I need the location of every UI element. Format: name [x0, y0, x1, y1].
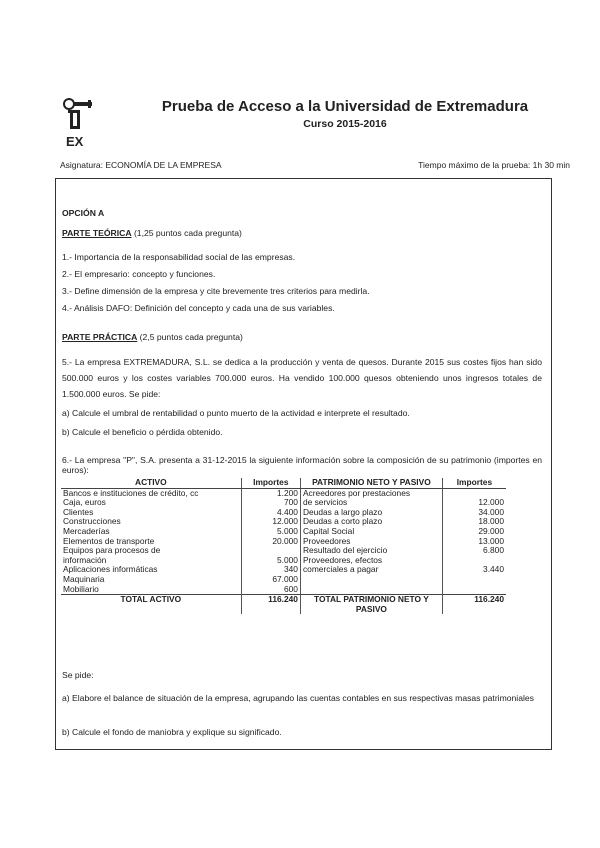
total-pn-value: 116.240 — [442, 595, 506, 615]
cell-activo: Caja, euros — [63, 497, 106, 508]
cell-activo: Maquinaria — [63, 573, 105, 584]
cell-activo: información — [63, 554, 107, 565]
cell-pasivo: Acreedores por prestaciones — [300, 488, 442, 498]
cell-activo-importe: 600 — [241, 585, 300, 595]
question-3: 3.- Define dimensión de la empresa y cite brevemente tres criterios para medirla. — [62, 286, 370, 296]
cell-activo-importe: 5.000 — [241, 527, 300, 537]
svg-text:EX: EX — [66, 134, 84, 149]
cell-pasivo — [300, 575, 442, 585]
question-4: 4.- Análisis DAFO: Definición del concepto y cada una de sus variables. — [62, 303, 335, 313]
question-5a: a) Calcule el umbral de rentabilidad o punto muerto de la actividad e interprete el resultado. — [62, 408, 410, 418]
cell-activo-importe: 5.000 — [241, 556, 300, 566]
cell-activo: Mercaderías — [63, 525, 110, 536]
total-activo-label: TOTAL ACTIVO — [61, 595, 241, 615]
cell-pasivo-importe — [442, 585, 506, 595]
question-6b: b) Calcule el fondo de maniobra y explique su significado. — [62, 727, 282, 737]
cell-pasivo-importe: 29.000 — [442, 527, 506, 537]
cell-activo-importe: 340 — [241, 565, 300, 575]
question-6a: a) Elabore el balance de situación de la empresa, agrupando las cuentas contables en sus respectivas masas patrimoniales — [62, 693, 534, 703]
question-5b: b) Calcule el beneficio o pérdida obtenido. — [62, 427, 223, 437]
cell-pasivo-importe: 12.000 — [442, 498, 506, 508]
header-activo: ACTIVO — [61, 478, 241, 488]
subject-label: Asignatura: ECONOMÍA DE LA EMPRESA — [60, 160, 222, 170]
cell-pasivo-importe: 3.440 — [442, 565, 506, 575]
cell-activo: Clientes — [63, 506, 94, 517]
cell-activo: Construcciones — [63, 516, 121, 527]
cell-pasivo: Deudas a corto plazo — [300, 517, 442, 527]
cell-pasivo-importe: 6.800 — [442, 546, 506, 556]
header-importes-2: Importes — [442, 478, 506, 488]
balance-table — [61, 478, 506, 614]
cell-pasivo: Proveedores, efectos — [300, 556, 442, 566]
cell-pasivo-importe: 34.000 — [442, 508, 506, 518]
cell-pasivo: de servicios — [300, 498, 442, 508]
total-pn-label: TOTAL PATRIMONIO NETO Y PASIVO — [300, 595, 442, 615]
cell-pasivo: Proveedores — [300, 537, 442, 547]
header-pn: PATRIMONIO NETO Y PASIVO — [300, 478, 442, 488]
question-6-ask: Se pide: — [62, 670, 94, 680]
table-header-row — [61, 478, 506, 488]
cell-activo: Equipos para procesos de — [63, 545, 161, 556]
cell-pasivo: Deudas a largo plazo — [300, 508, 442, 518]
time-label: Tiempo máximo de la prueba: 1h 30 min — [418, 160, 570, 170]
cell-pasivo: comerciales a pagar — [300, 565, 442, 575]
question-1: 1.- Importancia de la responsabilidad social de las empresas. — [62, 252, 296, 262]
cell-activo-importe: 1.200 — [241, 488, 300, 498]
cell-pasivo-importe — [442, 575, 506, 585]
cell-pasivo — [300, 585, 442, 595]
theory-heading — [62, 228, 242, 239]
cell-activo: Aplicaciones informáticas — [63, 564, 158, 575]
cell-pasivo-importe: 18.000 — [442, 517, 506, 527]
cell-pasivo: Capital Social — [300, 527, 442, 537]
cell-activo-importe: 20.000 — [241, 537, 300, 547]
cell-activo: Bancos e instituciones de crédito, cc — [63, 487, 199, 498]
question-2: 2.- El empresario: concepto y funciones. — [62, 269, 216, 279]
cell-pasivo-importe: 13.000 — [442, 537, 506, 547]
theory-points: (1,25 puntos cada pregunta) — [133, 228, 242, 238]
cell-activo-importe: 12.000 — [241, 517, 300, 527]
cell-activo: Mobiliario — [63, 583, 99, 594]
practice-title: PARTE PRÁCTICA — [62, 332, 138, 342]
cell-activo-importe: 4.400 — [241, 508, 300, 518]
table-row — [61, 585, 506, 595]
question-5: 5.- La empresa EXTREMADURA, S.L. se dedica a la producción y venta de quesos. Durante 2015 sus costes fijos han sido 500.000 euros y los costes variables 700.000 euros. Ha vendido 100.000 quesos obteniendo unos ingresos totales de 1.500.000 euros. Se pide: — [62, 357, 542, 399]
cell-pasivo: Resultado del ejercicio — [300, 546, 442, 556]
practice-heading — [62, 332, 243, 343]
cell-activo-importe: 67.000 — [241, 575, 300, 585]
totals-row — [61, 595, 506, 615]
question-6-intro: 6.- La empresa "P", S.A. presenta a 31-12-2015 la siguiente información sobre la composición de su patrimonio (importes en euros): — [62, 455, 542, 475]
total-activo-value: 116.240 — [241, 595, 300, 615]
header-importes: Importes — [241, 478, 300, 488]
option-heading: OPCIÓN A — [62, 208, 105, 218]
page-subtitle: Curso 2015-2016 — [303, 118, 387, 130]
cell-activo-importe: 700 — [241, 498, 300, 508]
cell-activo: Elementos de transporte — [63, 535, 155, 546]
practice-points: (2,5 puntos cada pregunta) — [139, 332, 243, 342]
page-title: Prueba de Acceso a la Universidad de Extremadura — [161, 98, 529, 115]
theory-title: PARTE TEÓRICA — [62, 228, 132, 238]
